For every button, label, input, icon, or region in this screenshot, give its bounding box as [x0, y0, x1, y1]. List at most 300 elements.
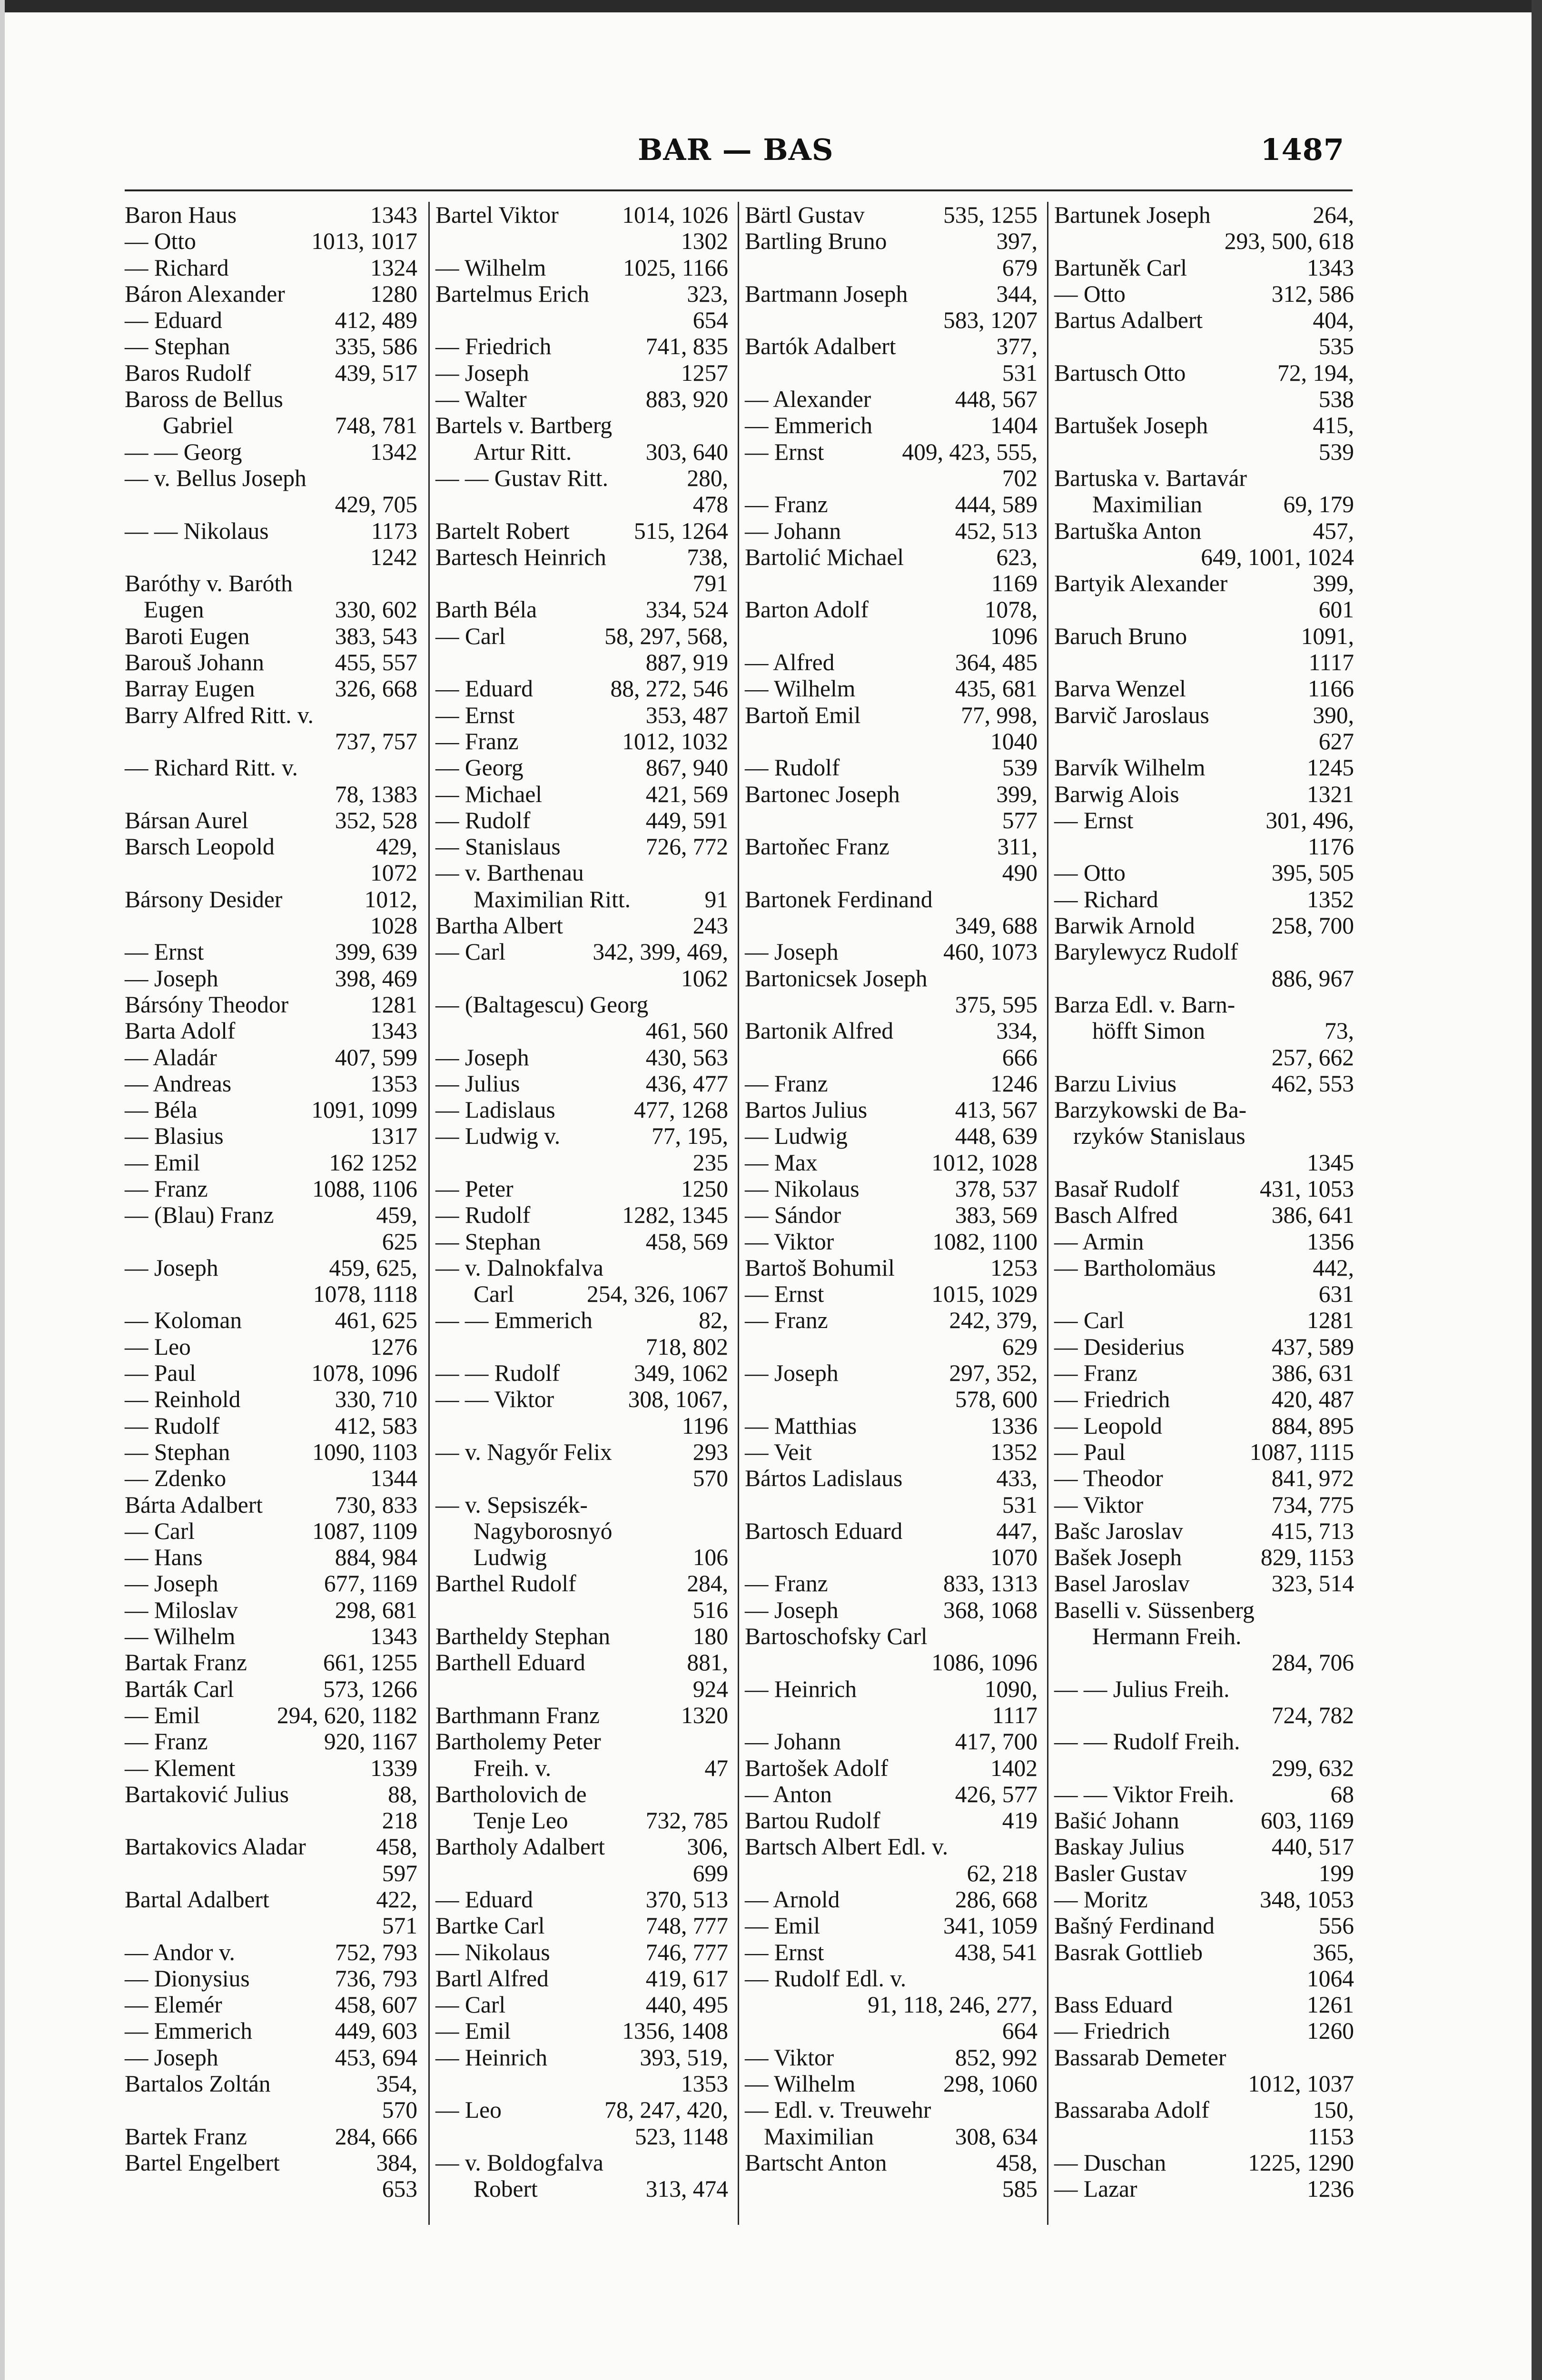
index-entry-line: [1054, 860, 1354, 886]
entry-page-refs: 354,: [376, 2071, 417, 2097]
entry-page-refs: 254, 326, 1067: [587, 1281, 728, 1308]
index-entry-line: [125, 1834, 417, 1860]
index-entry-line: [1054, 1018, 1354, 1044]
entry-page-refs: 91, 118, 246, 277,: [867, 1992, 1038, 2018]
entry-name: Bartusch Otto: [1054, 359, 1186, 386]
index-entry-line: [125, 728, 417, 754]
index-entry-line: [745, 281, 1038, 307]
entry-name: Basař Rudolf: [1054, 1175, 1179, 1202]
index-entry-line: [745, 623, 1038, 649]
entry-name: — Heinrich: [745, 1676, 857, 1702]
index-entry-line: [435, 412, 728, 438]
entry-page-refs: 430, 563: [645, 1044, 728, 1071]
index-entry-line: [435, 1439, 728, 1465]
index-entry-line: [1054, 1176, 1354, 1202]
entry-name: Bársóny Theodor: [125, 991, 289, 1018]
entry-name: Barvík Wilhelm: [1054, 754, 1206, 781]
entry-name: Bartek Franz: [125, 2123, 247, 2150]
entry-page-refs: 458, 569: [645, 1228, 728, 1255]
entry-page-refs: 298, 681: [335, 1597, 417, 1623]
entry-page-refs: 1343: [370, 202, 417, 228]
index-entry-line: [745, 728, 1038, 754]
index-entry-line: [125, 1781, 417, 1807]
entry-name: — Joseph: [745, 1597, 839, 1623]
index-entry-line: [1054, 1886, 1354, 1913]
index-entry-line: [1054, 1860, 1354, 1886]
entry-page-refs: 461, 625: [335, 1307, 417, 1334]
index-entry-line: [745, 2123, 1038, 2150]
entry-page-refs: 419: [1002, 1807, 1038, 1834]
entry-name: Bartelt Robert: [435, 517, 570, 544]
entry-page-refs: 334,: [996, 1018, 1038, 1044]
index-entry-line: [1054, 1386, 1354, 1412]
index-entry-line: [745, 412, 1038, 438]
entry-name: — Arnold: [745, 1886, 840, 1913]
entry-page-refs: 1261: [1307, 1992, 1354, 2018]
index-entry-line: [125, 202, 417, 228]
entry-name: Báron Alexander: [125, 280, 285, 307]
entry-page-refs: 69, 179: [1283, 491, 1354, 518]
index-entry-line: [745, 1150, 1038, 1176]
entry-name: Basrak Gottlieb: [1054, 1939, 1203, 1965]
entry-page-refs: 390,: [1313, 702, 1354, 728]
entry-page-refs: 1078, 1118: [313, 1281, 417, 1308]
entry-page-refs: 649, 1001, 1024: [1201, 544, 1354, 570]
index-entry-line: [1054, 1570, 1354, 1597]
entry-page-refs: 459,: [376, 1202, 417, 1229]
entry-name: Bartus Adalbert: [1054, 307, 1203, 334]
index-entry-line: [1054, 1939, 1354, 1965]
entry-page-refs: 1344: [370, 1465, 417, 1492]
entry-name: — Alexander: [745, 386, 871, 413]
entry-page-refs: 62, 218: [967, 1860, 1038, 1886]
entry-name: — Matthias: [745, 1412, 857, 1439]
index-entry-line: [745, 307, 1038, 333]
index-entry-line: [1054, 1281, 1354, 1307]
index-entry-line: [745, 1018, 1038, 1044]
entry-name: Robert: [474, 2176, 538, 2202]
index-entry-line: [1054, 1492, 1354, 1518]
index-entry-line: [1054, 781, 1354, 807]
index-entry-line: [125, 965, 417, 992]
index-entry-line: [125, 2071, 417, 2097]
index-entry-line: [1054, 728, 1354, 754]
entry-name: — Richard: [1054, 886, 1158, 912]
entry-page-refs: 243: [692, 912, 728, 939]
index-entry-line: [1054, 465, 1354, 491]
index-entry-line: [1054, 1071, 1354, 1097]
entry-name: — Johann: [745, 1728, 841, 1755]
entry-name: — Julius: [435, 1070, 520, 1097]
entry-page-refs: 1013, 1017: [311, 228, 417, 255]
index-entry-line: [745, 1465, 1038, 1491]
entry-page-refs: 323,: [687, 280, 728, 307]
index-entry-line: [125, 333, 417, 359]
entry-page-refs: 293: [692, 1438, 728, 1465]
entry-name: — Emil: [125, 1702, 200, 1728]
index-entry-line: [125, 439, 417, 465]
index-entry-line: [435, 649, 728, 675]
entry-page-refs: 365,: [1313, 1939, 1354, 1965]
index-entry-line: [435, 596, 728, 623]
entry-name: Bartoň Emil: [745, 702, 861, 728]
index-entry-line: [125, 1913, 417, 1939]
entry-page-refs: 1276: [370, 1333, 417, 1360]
entry-name: Bartuška Anton: [1054, 517, 1202, 544]
entry-name: — Rudolf: [435, 1202, 531, 1229]
entry-page-refs: 1250: [681, 1175, 728, 1202]
entry-name: Bartha Albert: [435, 912, 563, 939]
entry-name: Barthel Rudolf: [435, 1570, 576, 1597]
entry-name: Bartheldy Stephan: [435, 1623, 611, 1650]
entry-page-refs: 72, 194,: [1277, 359, 1354, 386]
entry-name: — Veit: [745, 1438, 812, 1465]
entry-page-refs: 724, 782: [1271, 1702, 1354, 1728]
index-entry-line: [1054, 1465, 1354, 1491]
entry-name: Bašc Jaroslav: [1054, 1517, 1183, 1544]
index-entry-line: [1054, 1834, 1354, 1860]
entry-name: — Leo: [435, 2097, 502, 2123]
entry-page-refs: 1281: [1307, 1307, 1354, 1334]
index-entry-line: [745, 965, 1038, 992]
entry-name: — Eduard: [435, 675, 533, 702]
entry-page-refs: 1117: [992, 1702, 1038, 1728]
entry-name: Bärtl Gustav: [745, 202, 865, 228]
index-entry-line: [745, 465, 1038, 491]
index-entry-line: [125, 886, 417, 912]
index-entry-line: [1054, 544, 1354, 570]
entry-name: — Carl: [125, 1517, 195, 1544]
entry-name: — — Gustav Ritt.: [435, 465, 609, 491]
index-entry-line: [435, 1202, 728, 1228]
entry-page-refs: 444, 589: [955, 491, 1038, 518]
entry-name: Bartel Engelbert: [125, 2149, 280, 2176]
index-entry-line: [435, 1860, 728, 1886]
index-entry-line: [745, 1886, 1038, 1913]
index-entry-line: [125, 1202, 417, 1228]
entry-page-refs: 397,: [996, 228, 1038, 255]
index-entry-line: [745, 518, 1038, 544]
entry-name: Bartke Carl: [435, 1913, 545, 1939]
index-entry-line: [1054, 1044, 1354, 1071]
entry-page-refs: 1090,: [984, 1676, 1038, 1702]
entry-page-refs: 679: [1002, 254, 1038, 281]
entry-name: Bartholovich de: [435, 1781, 587, 1807]
entry-page-refs: 437, 589: [1271, 1333, 1354, 1360]
entry-page-refs: 1014, 1026: [622, 202, 728, 228]
entry-name: — Anton: [745, 1781, 832, 1807]
index-entry-line: [125, 307, 417, 333]
entry-page-refs: 737, 757: [335, 728, 417, 754]
index-entry-line: [125, 1334, 417, 1360]
entry-page-refs: 732, 785: [645, 1807, 728, 1834]
entry-page-refs: 393, 519,: [640, 2044, 728, 2071]
scan-edge-right: [1532, 0, 1542, 2380]
entry-name: höfft Simon: [1092, 1018, 1205, 1044]
entry-name: Baroti Eugen: [125, 623, 250, 649]
entry-page-refs: 448, 567: [955, 386, 1038, 413]
entry-page-refs: 299, 632: [1271, 1755, 1354, 1781]
entry-page-refs: 1356: [1307, 1228, 1354, 1255]
index-entry-line: [745, 675, 1038, 702]
index-entry-line: [125, 807, 417, 833]
entry-page-refs: 330, 602: [335, 596, 417, 623]
entry-name: — Moritz: [1054, 1886, 1148, 1913]
index-entry-line: [1054, 1150, 1354, 1176]
entry-name: — Leo: [125, 1333, 191, 1360]
index-entry-line: [125, 1544, 417, 1570]
entry-name: Bartel Viktor: [435, 202, 559, 228]
index-entry-line: [745, 1781, 1038, 1807]
entry-name: Bartou Rudolf: [745, 1807, 880, 1834]
entry-page-refs: 386, 641: [1271, 1202, 1354, 1229]
entry-name: Barthell Eduard: [435, 1649, 585, 1676]
index-entry-line: [435, 1176, 728, 1202]
index-entry-line: [1054, 1439, 1354, 1465]
entry-name: Bartyik Alexander: [1054, 570, 1228, 597]
entry-name: — Emil: [125, 1149, 200, 1176]
index-entry-line: [125, 465, 417, 491]
entry-page-refs: 375, 595: [955, 991, 1038, 1018]
entry-page-refs: 1317: [370, 1123, 417, 1150]
index-entry-line: [125, 281, 417, 307]
index-entry-line: [435, 1071, 728, 1097]
entry-name: — v. Sepsiszék-: [435, 1491, 588, 1518]
entry-page-refs: 631: [1318, 1281, 1354, 1308]
index-entry-line: [125, 860, 417, 886]
index-entry-line: [1054, 1360, 1354, 1386]
entry-page-refs: 457,: [1313, 517, 1354, 544]
entry-name: — Stephan: [125, 333, 230, 360]
entry-name: — Walter: [435, 386, 527, 413]
entry-name: Bartošek Adolf: [745, 1755, 889, 1781]
entry-name: Eugen: [144, 596, 204, 623]
entry-page-refs: 88,: [388, 1781, 417, 1807]
entry-page-refs: 1070: [990, 1544, 1038, 1571]
index-entry-line: [1054, 2018, 1354, 2044]
index-entry-line: [745, 2150, 1038, 2176]
entry-name: Barth Béla: [435, 596, 537, 623]
entry-page-refs: 583, 1207: [943, 307, 1038, 334]
entry-name: — Otto: [1054, 860, 1126, 886]
entry-page-refs: 384,: [376, 2149, 417, 2176]
entry-page-refs: 1253: [990, 1254, 1038, 1281]
entry-page-refs: 370, 513: [645, 1886, 728, 1913]
index-entry-line: [435, 333, 728, 359]
entry-name: Baross de Bellus: [125, 386, 283, 413]
entry-page-refs: 82,: [699, 1307, 728, 1334]
entry-page-refs: 301, 496,: [1265, 807, 1354, 833]
entry-name: — (Baltagescu) Georg: [435, 991, 649, 1018]
entry-name: — Béla: [125, 1097, 198, 1123]
entry-page-refs: 736, 793: [335, 1965, 417, 1992]
index-entry-line: [125, 1755, 417, 1781]
entry-name: — Joseph: [125, 1254, 218, 1281]
index-column-2: [428, 202, 728, 2225]
index-entry-line: [435, 1044, 728, 1071]
entry-page-refs: 286, 668: [955, 1886, 1038, 1913]
index-entry-line: [435, 1413, 728, 1439]
entry-name: — v. Boldogfalva: [435, 2149, 603, 2176]
entry-name: — Aladár: [125, 1044, 217, 1071]
entry-name: Barry Alfred Ritt. v.: [125, 702, 314, 728]
entry-page-refs: 571: [382, 1913, 417, 1939]
index-entry-line: [125, 1097, 417, 1123]
index-entry-line: [435, 833, 728, 860]
index-entry-line: [1054, 255, 1354, 281]
entry-name: — Dionysius: [125, 1965, 250, 1992]
index-entry-line: [745, 439, 1038, 465]
entry-name: — Joseph: [125, 1570, 218, 1597]
index-entry-line: [435, 1465, 728, 1491]
index-entry-line: [745, 2018, 1038, 2044]
entry-name: Baros Rudolf: [125, 359, 251, 386]
entry-name: — Richard Ritt. v.: [125, 754, 298, 781]
index-entry-line: [745, 1439, 1038, 1465]
index-entry-line: [125, 1649, 417, 1676]
index-entry-line: [745, 1360, 1038, 1386]
entry-name: Baróthy v. Baróth: [125, 570, 293, 597]
entry-name: — Franz: [745, 1307, 828, 1334]
entry-name: — Nikolaus: [435, 1939, 550, 1965]
index-entry-line: [125, 1492, 417, 1518]
entry-page-refs: 383, 569: [955, 1202, 1038, 1229]
index-entry-line: [435, 965, 728, 992]
index-entry-line: [745, 544, 1038, 570]
entry-page-refs: 419, 617: [645, 1965, 728, 1992]
entry-page-refs: 887, 919: [645, 649, 728, 676]
entry-name: — (Blau) Franz: [125, 1202, 274, 1229]
entry-name: — Franz: [125, 1175, 208, 1202]
index-entry-line: [745, 360, 1038, 386]
entry-name: Bartmann Joseph: [745, 280, 908, 307]
entry-page-refs: 383, 543: [335, 623, 417, 649]
entry-name: Maximilian: [1092, 491, 1202, 518]
entry-page-refs: 570: [382, 2097, 417, 2123]
index-entry-line: [125, 1176, 417, 1202]
index-entry-line: [125, 1860, 417, 1886]
index-entry-line: [1054, 2123, 1354, 2150]
entry-name: — Bartholomäus: [1054, 1254, 1216, 1281]
entry-name: Bartók Adalbert: [745, 333, 896, 360]
index-entry-line: [125, 255, 417, 281]
index-entry-line: [125, 1623, 417, 1649]
index-entry-line: [1054, 1544, 1354, 1570]
index-entry-line: [125, 1992, 417, 2018]
entry-name: — Carl: [1054, 1307, 1125, 1334]
index-entry-line: [1054, 807, 1354, 833]
index-entry-line: [435, 2071, 728, 2097]
entry-name: Bársan Aurel: [125, 807, 248, 833]
entry-name: Bartonec Joseph: [745, 781, 900, 807]
index-entry-line: [745, 255, 1038, 281]
entry-name: — Johann: [745, 517, 841, 544]
index-entry-line: [1054, 307, 1354, 333]
entry-page-refs: 829, 1153: [1260, 1544, 1354, 1571]
page-title: BAR — BAS: [638, 132, 834, 167]
index-entry-line: [1054, 1992, 1354, 2018]
index-entry-line: [125, 1597, 417, 1623]
entry-page-refs: 603, 1169: [1260, 1807, 1354, 1834]
index-entry-line: [435, 1229, 728, 1255]
entry-name: — Duschan: [1054, 2149, 1166, 2176]
index-entry-line: [125, 1570, 417, 1597]
index-entry-line: [745, 1386, 1038, 1412]
index-entry-line: [125, 491, 417, 517]
entry-page-refs: 349, 1062: [634, 1360, 728, 1387]
entry-page-refs: 420, 487: [1271, 1386, 1354, 1413]
index-entry-line: [125, 2044, 417, 2071]
entry-name: Bartonek Ferdinand: [745, 886, 933, 912]
entry-name: Bartos Julius: [745, 1097, 868, 1123]
index-entry-line: [745, 1965, 1038, 1992]
index-entry-line: [125, 228, 417, 254]
entry-page-refs: 1339: [370, 1755, 417, 1781]
index-entry-line: [125, 518, 417, 544]
entry-page-refs: 1086, 1096: [931, 1649, 1038, 1676]
entry-name: Barylewycz Rudolf: [1054, 939, 1238, 965]
entry-name: Barvič Jaroslaus: [1054, 702, 1209, 728]
entry-page-refs: 1280: [370, 280, 417, 307]
entry-name: — Otto: [1054, 280, 1126, 307]
entry-page-refs: 1087, 1109: [312, 1517, 417, 1544]
entry-page-refs: 460, 1073: [943, 939, 1038, 965]
entry-page-refs: 455, 557: [335, 649, 417, 676]
entry-name: — Koloman: [125, 1307, 242, 1334]
entry-name: — Friedrich: [1054, 1386, 1170, 1413]
entry-name: Maximilian: [764, 2123, 874, 2150]
index-entry-line: [1054, 1334, 1354, 1360]
entry-name: — — Emmerich: [435, 1307, 593, 1334]
entry-name: Barouš Johann: [125, 649, 264, 676]
index-entry-line: [1054, 281, 1354, 307]
entry-page-refs: 77, 195,: [652, 1123, 728, 1150]
entry-name: — Emil: [745, 1913, 820, 1939]
index-entry-line: [1054, 992, 1354, 1018]
entry-name: — Wilhelm: [745, 675, 856, 702]
entry-name: — Emmerich: [745, 412, 873, 439]
entry-page-refs: 264,: [1313, 202, 1354, 228]
entry-page-refs: 448, 639: [955, 1123, 1038, 1150]
entry-name: Barta Adolf: [125, 1018, 236, 1044]
index-entry-line: [435, 754, 728, 781]
entry-page-refs: 398, 469: [335, 965, 417, 992]
entry-name: — Lazar: [1054, 2176, 1137, 2202]
index-entry-line: [745, 1676, 1038, 1702]
index-entry-line: [1054, 2150, 1354, 2176]
index-entry-line: [435, 1702, 728, 1728]
index-entry-line: [1054, 886, 1354, 912]
index-entry-line: [1054, 202, 1354, 228]
entry-page-refs: 1090, 1103: [312, 1438, 417, 1465]
entry-page-refs: 297, 352,: [949, 1360, 1038, 1387]
index-entry-line: [745, 1176, 1038, 1202]
index-entry-line: [125, 1044, 417, 1071]
entry-name: — Rudolf Edl. v.: [745, 1965, 907, 1992]
entry-page-refs: 1343: [370, 1623, 417, 1650]
entry-page-refs: 1281: [370, 991, 417, 1018]
entry-name: — Theodor: [1054, 1465, 1163, 1492]
entry-name: — Miloslav: [125, 1597, 238, 1623]
entry-page-refs: 1352: [990, 1438, 1038, 1465]
entry-page-refs: 523, 1148: [634, 2123, 728, 2150]
entry-page-refs: 1353: [370, 1070, 417, 1097]
entry-page-refs: 1117: [1308, 649, 1354, 676]
entry-name: — — Viktor Freih.: [1054, 1781, 1235, 1807]
entry-name: — — Nikolaus: [125, 517, 269, 544]
index-entry-line: [125, 1413, 417, 1439]
entry-name: — Rudolf: [745, 754, 840, 781]
